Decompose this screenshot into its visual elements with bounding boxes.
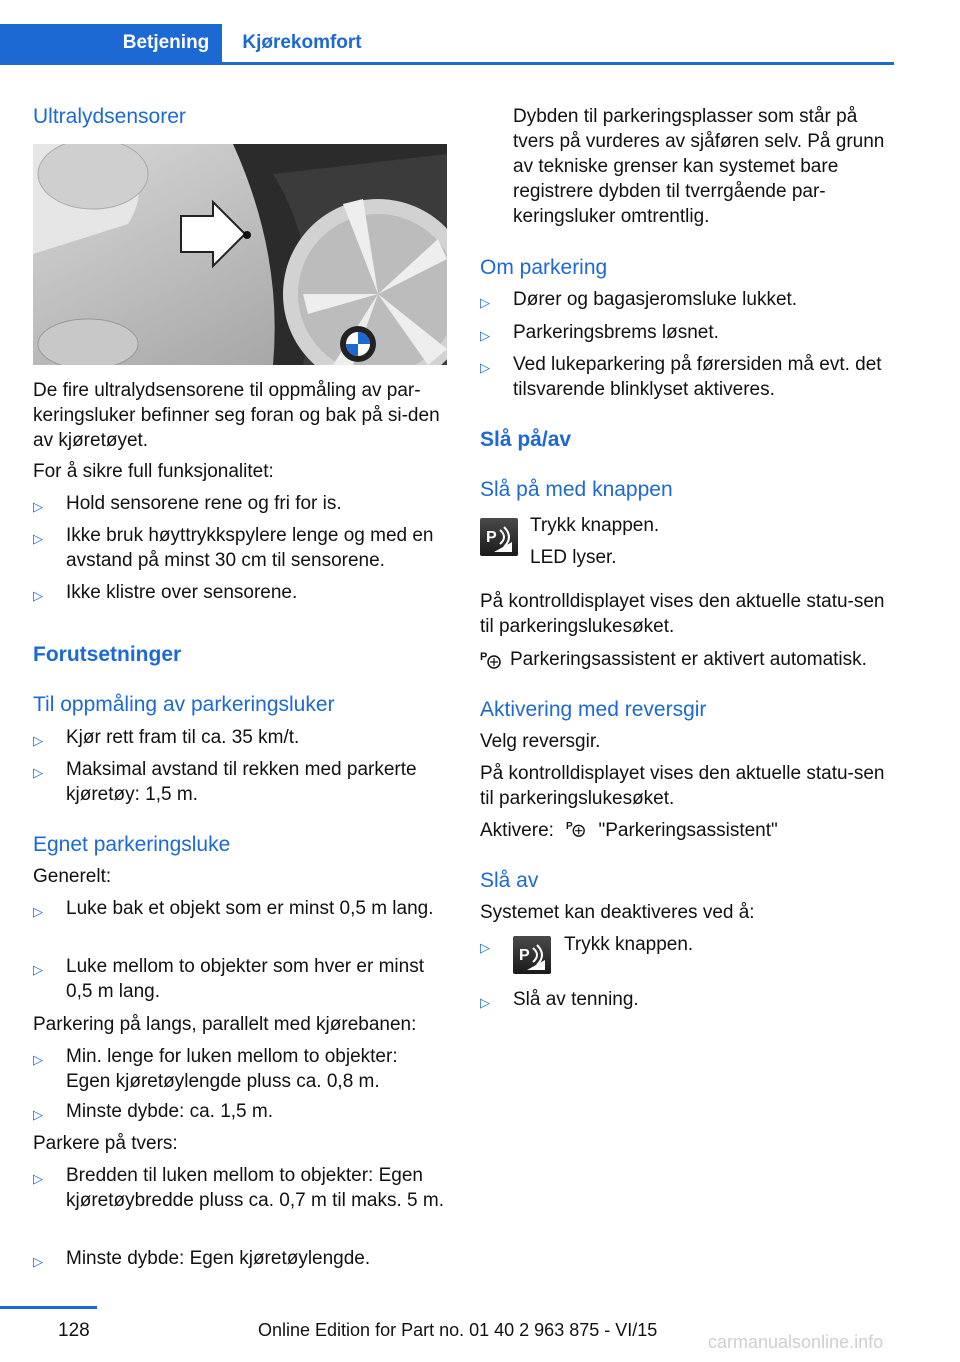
bullet-triangle-icon: ▷ xyxy=(480,328,490,343)
tab-kjorekomfort[interactable]: Kjørekomfort xyxy=(242,32,362,53)
bullet-triangle-icon: ▷ xyxy=(33,588,43,603)
bullet-triangle-icon: ▷ xyxy=(33,499,43,514)
park-assist-button-icon xyxy=(513,936,551,974)
sensor-photo xyxy=(33,144,447,365)
paragraph-aktivere xyxy=(480,818,894,843)
tab-betjening[interactable]: Betjening xyxy=(0,24,222,62)
bullet-triangle-icon: ▷ xyxy=(33,1107,43,1122)
park-assist-button-icon xyxy=(480,518,518,556)
paragraph-led: LED lyser. xyxy=(530,547,617,568)
heading-forutsetninger: Forutsetninger xyxy=(33,643,182,666)
watermark: carmanualsonline.info xyxy=(708,1332,884,1352)
heading-sla-av: Slå av xyxy=(480,869,539,892)
paragraph-tvers: Parkere på tvers: xyxy=(33,1133,178,1154)
paragraph-sensors: De fire ultralydsensorene til oppmåling av par-keringsluker befinner seg foran og bak på si-den av kjøretøyet. xyxy=(33,380,440,451)
paragraph-trykk: Trykk knappen. xyxy=(530,515,660,536)
heading-om-parkering: Om parkering xyxy=(480,256,608,279)
heading-ultralydsensorer: Ultralydsensorer xyxy=(33,105,186,128)
paragraph-kontroll-2: På kontrolldisplayet vises den aktuelle statu-sen til parkeringslukesøket. xyxy=(480,763,885,809)
aktivere-label: Aktivere: xyxy=(480,820,554,841)
footer-rule xyxy=(0,1306,97,1309)
bullet-triangle-icon: ▷ xyxy=(33,904,43,919)
bullet-triangle-icon: ▷ xyxy=(480,295,490,310)
bullet-triangle-icon: ▷ xyxy=(33,1171,43,1186)
aktivere-value: "Parkeringsassistent" xyxy=(598,820,778,841)
bullet-triangle-icon: ▷ xyxy=(33,765,43,780)
bullet-triangle-icon: ▷ xyxy=(33,1052,43,1067)
park-assist-icon xyxy=(480,648,502,670)
heading-sla-pa-av: Slå på/av xyxy=(480,428,572,451)
paragraph-full-function: For å sikre full funksjonalitet: xyxy=(33,461,274,482)
paragraph-velg: Velg reversgir. xyxy=(480,731,601,752)
bullet-triangle-icon: ▷ xyxy=(33,733,43,748)
heading-aktivering-reversgir: Aktivering med reversgir xyxy=(480,698,707,721)
page-number: 128 xyxy=(58,1320,90,1341)
svg-text:P: P xyxy=(480,651,488,663)
svg-text:P: P xyxy=(519,947,530,964)
svg-text:P: P xyxy=(486,529,497,546)
paragraph-dybden: Dybden til parkeringsplasser som står på tvers på vurderes av sjåføren selv. På grunn av tekniske grenser kan systemet bare registrere dybden til tverrgående par-keringsluker omtrentlig. xyxy=(513,106,885,227)
bullet-triangle-icon: ▷ xyxy=(33,1254,43,1269)
paragraph-assistent: Parkeringsassistent er aktivert automatisk. xyxy=(510,649,867,670)
bullet-triangle-icon: ▷ xyxy=(480,940,490,955)
edition-text: Online Edition for Part no. 01 40 2 963 875 - VI/15 xyxy=(258,1320,658,1340)
svg-text:P: P xyxy=(566,820,573,832)
paragraph-langs: Parkering på langs, parallelt med kjørebanen: xyxy=(33,1014,417,1035)
bullet-triangle-icon: ▷ xyxy=(480,360,490,375)
park-assist-icon xyxy=(565,818,587,836)
chapter-header xyxy=(0,24,894,65)
heading-oppmaling: Til oppmåling av parkeringsluker xyxy=(33,693,335,716)
bullet-triangle-icon: ▷ xyxy=(33,962,43,977)
bullet-triangle-icon: ▷ xyxy=(33,531,43,546)
paragraph-deaktiveres: Systemet kan deaktiveres ved å: xyxy=(480,902,755,923)
heading-sla-pa-med-knappen: Slå på med knappen xyxy=(480,478,673,501)
heading-egnet-parkeringsluke: Egnet parkeringsluke xyxy=(33,833,231,856)
paragraph-kontroll-1: På kontrolldisplayet vises den aktuelle statu-sen til parkeringslukesøket. xyxy=(480,591,885,637)
bullet-triangle-icon: ▷ xyxy=(480,995,490,1010)
paragraph-generelt: Generelt: xyxy=(33,866,112,887)
